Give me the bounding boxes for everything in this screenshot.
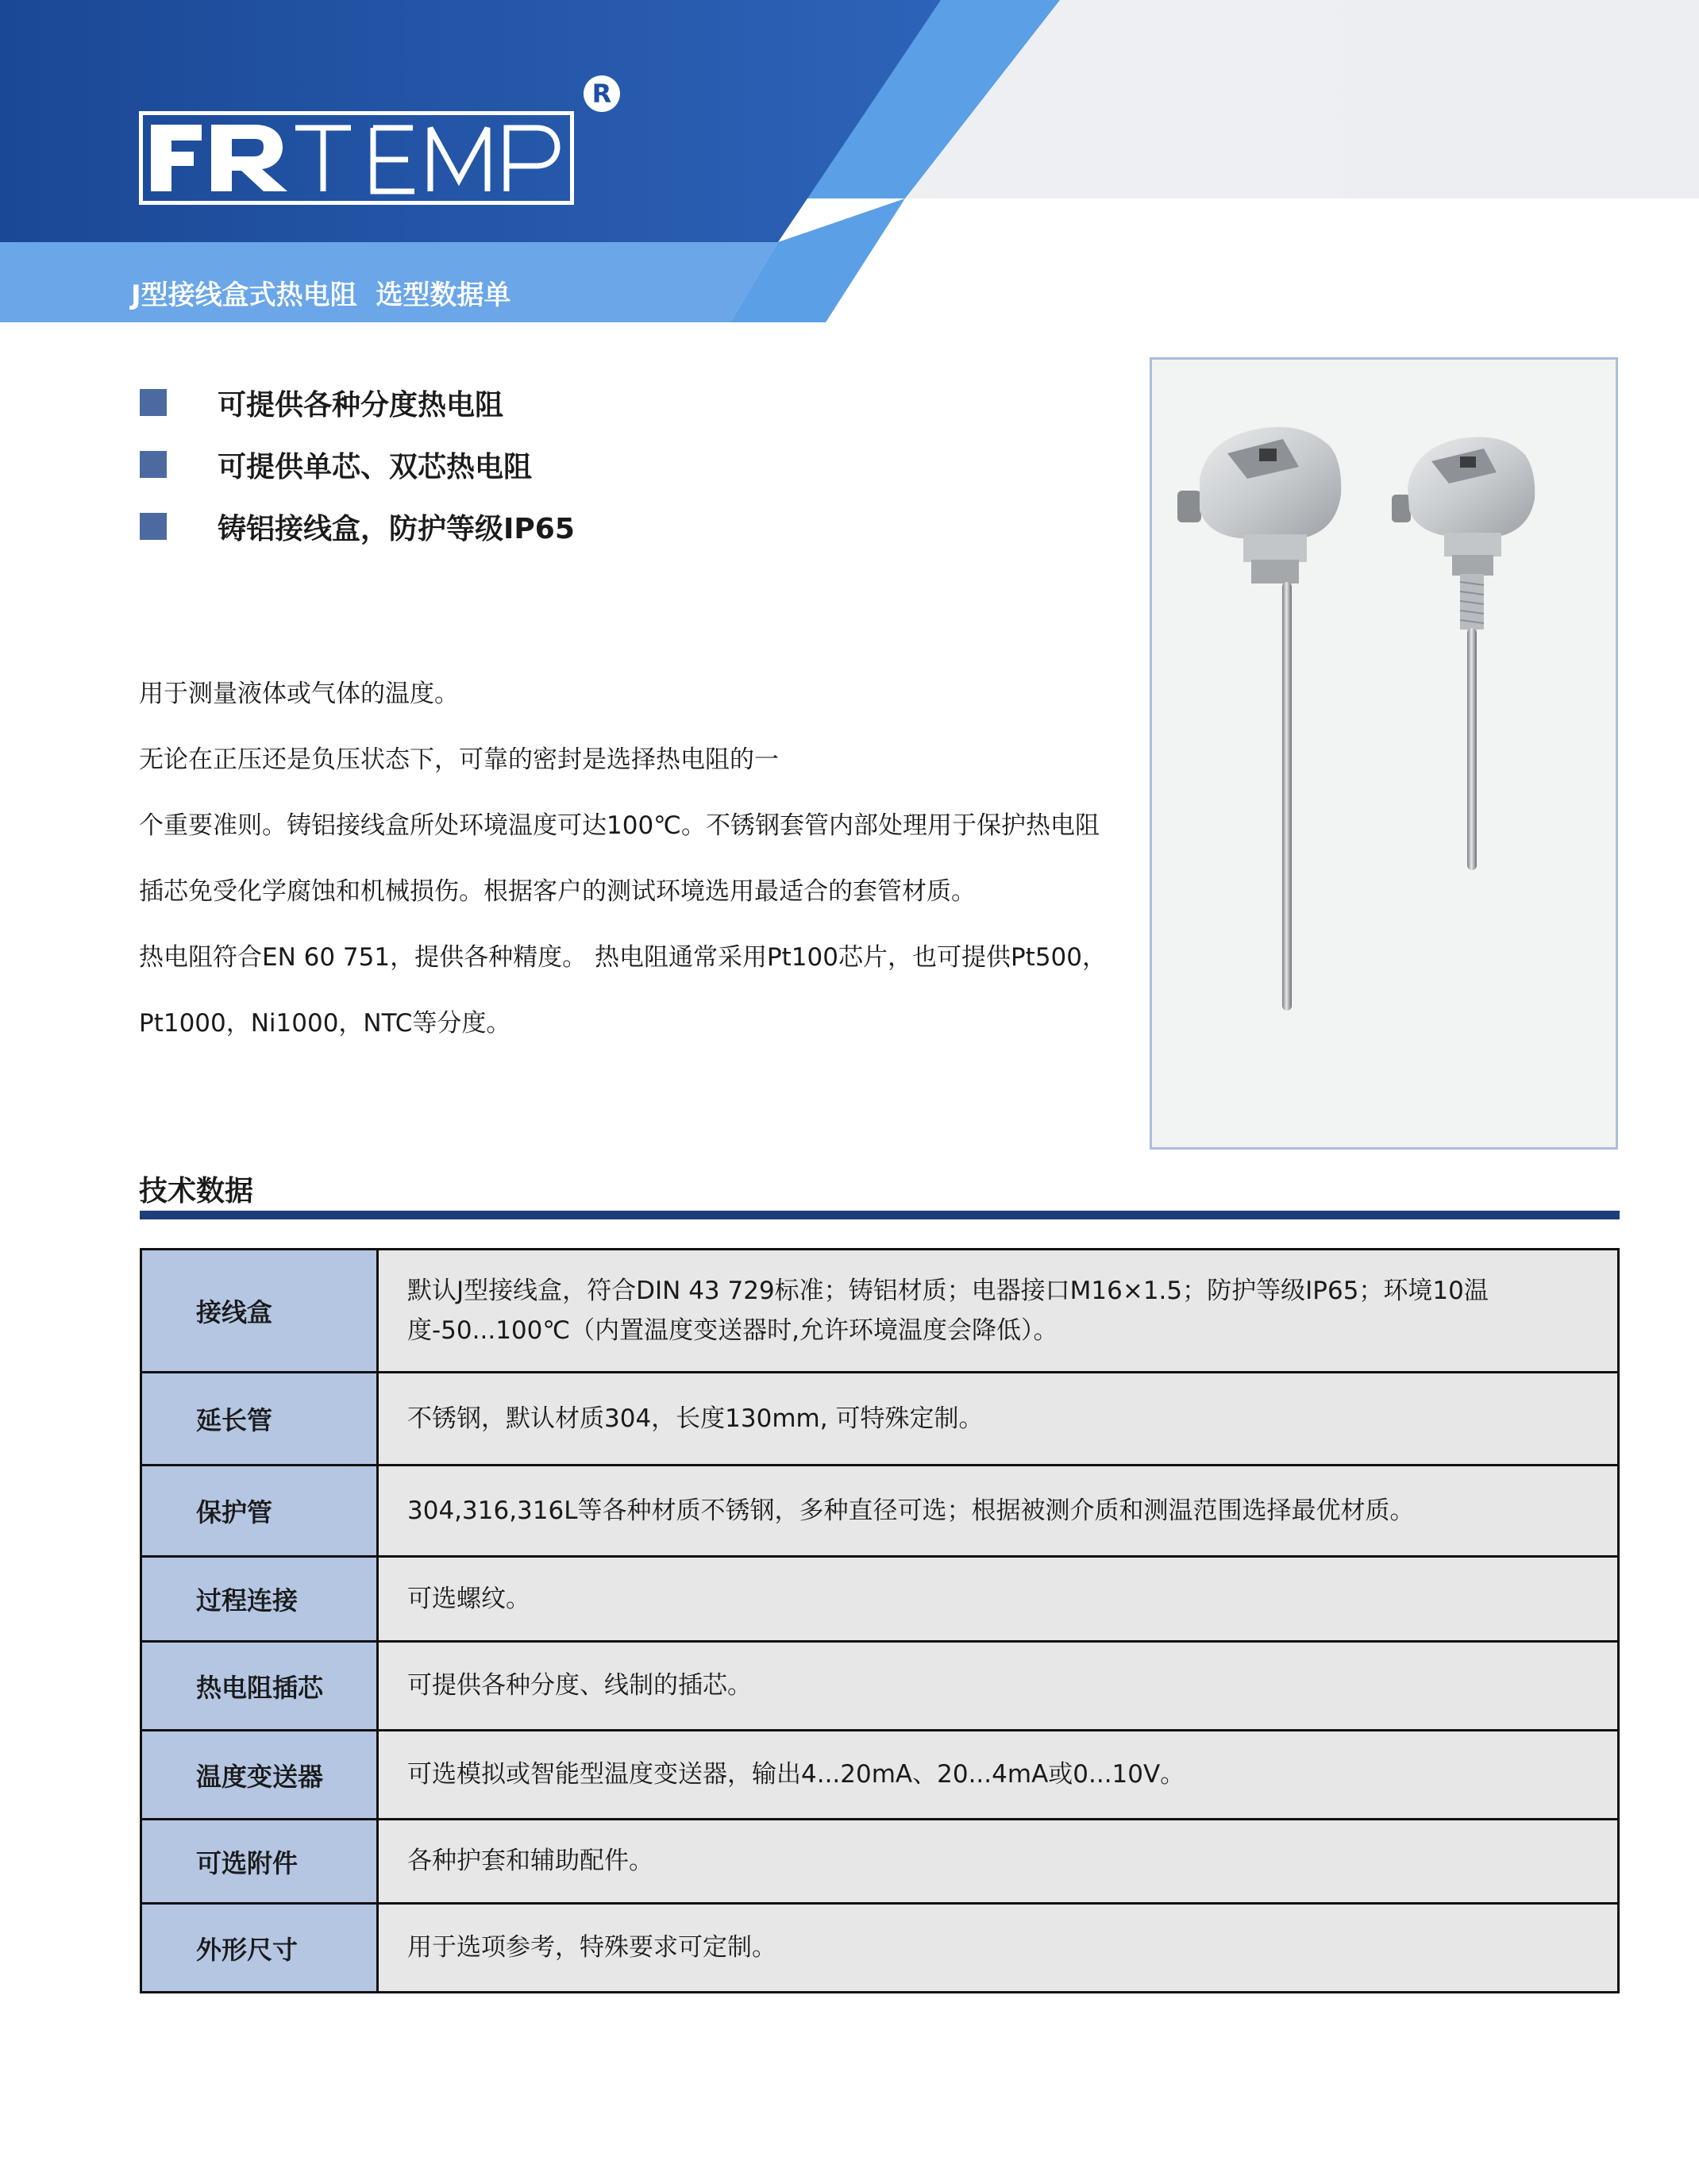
spec-table [140, 1248, 1620, 1993]
bullet-square-icon [140, 513, 167, 540]
frtemp-logo [139, 111, 574, 205]
table-row [141, 1820, 1619, 1904]
rtd-sensor-image [1152, 360, 1616, 1147]
page-subtitle: J型接线盒式热电阻 选型数据单 [131, 279, 511, 311]
row-label: 外形尺寸 [141, 1904, 378, 1993]
table-row [141, 1904, 1619, 1993]
table-row [141, 1642, 1619, 1731]
table-row [141, 1373, 1619, 1466]
feature-text: 可提供各种分度热电阻 [218, 389, 504, 422]
section-divider [140, 1211, 1620, 1219]
row-value: 可选模拟或智能型温度变送器，输出4...20mA、20...4mA或0...10V。 [378, 1731, 1619, 1820]
row-label: 温度变送器 [141, 1731, 378, 1820]
row-label: 保护管 [141, 1466, 378, 1557]
row-value: 用于选项参考，特殊要求可定制。 [378, 1904, 1619, 1993]
product-photo [1150, 357, 1618, 1150]
table-row [141, 1731, 1619, 1820]
description-line: 无论在正压还是负压状态下，可靠的密封是选择热电阻的一 [139, 745, 779, 774]
feature-text: 铸铝接线盒，防护等级IP65 [218, 513, 575, 545]
description-line: 用于测量液体或气体的温度。 [139, 680, 459, 708]
section-title: 技术数据 [139, 1175, 254, 1208]
registered-mark: R [584, 75, 620, 112]
row-value: 可选螺纹。 [378, 1557, 1619, 1642]
frtemp-logo-mark [143, 115, 570, 201]
bullet-square-icon [140, 389, 167, 416]
table-row [141, 1557, 1619, 1642]
description-line: 热电阻符合EN 60 751，提供各种精度。 热电阻通常采用Pt100芯片，也可提供Pt500， [139, 943, 1107, 972]
row-label: 接线盒 [141, 1250, 378, 1373]
description-line: 插芯免受化学腐蚀和机械损伤。根据客户的测试环境选用最适合的套管材质。 [139, 877, 976, 906]
row-value: 各种护套和辅助配件。 [378, 1820, 1619, 1904]
row-label: 过程连接 [141, 1557, 378, 1642]
table-row [141, 1250, 1619, 1373]
row-value: 不锈钢，默认材质304，长度130mm, 可特殊定制。 [378, 1373, 1619, 1466]
row-label: 延长管 [141, 1373, 378, 1466]
description-line: Pt1000，Ni1000，NTC等分度。 [139, 1009, 511, 1038]
sensor-left [1177, 427, 1341, 1011]
row-label: 可选附件 [141, 1820, 378, 1904]
table-row [141, 1466, 1619, 1557]
row-value: 可提供各种分度、线制的插芯。 [378, 1642, 1619, 1731]
row-value: 304,316,316L等各种材质不锈钢，多种直径可选；根据被测介质和测温范围选择最优材质。 [378, 1466, 1619, 1557]
description-line: 个重要准则。铸铝接线盒所处环境温度可达100℃。不锈钢套管内部处理用于保护热电阻 [139, 811, 1100, 840]
row-value: 默认J型接线盒，符合DIN 43 729标准；铸铝材质；电器接口M16×1.5；防护等级IP65；环境10温度-50...100℃（内置温度变送器时,允许环境温度会降低）。 [378, 1250, 1619, 1373]
bullet-square-icon [140, 451, 167, 478]
feature-text: 可提供单芯、双芯热电阻 [218, 451, 533, 483]
row-label: 热电阻插芯 [141, 1642, 378, 1731]
sensor-right [1392, 437, 1535, 871]
